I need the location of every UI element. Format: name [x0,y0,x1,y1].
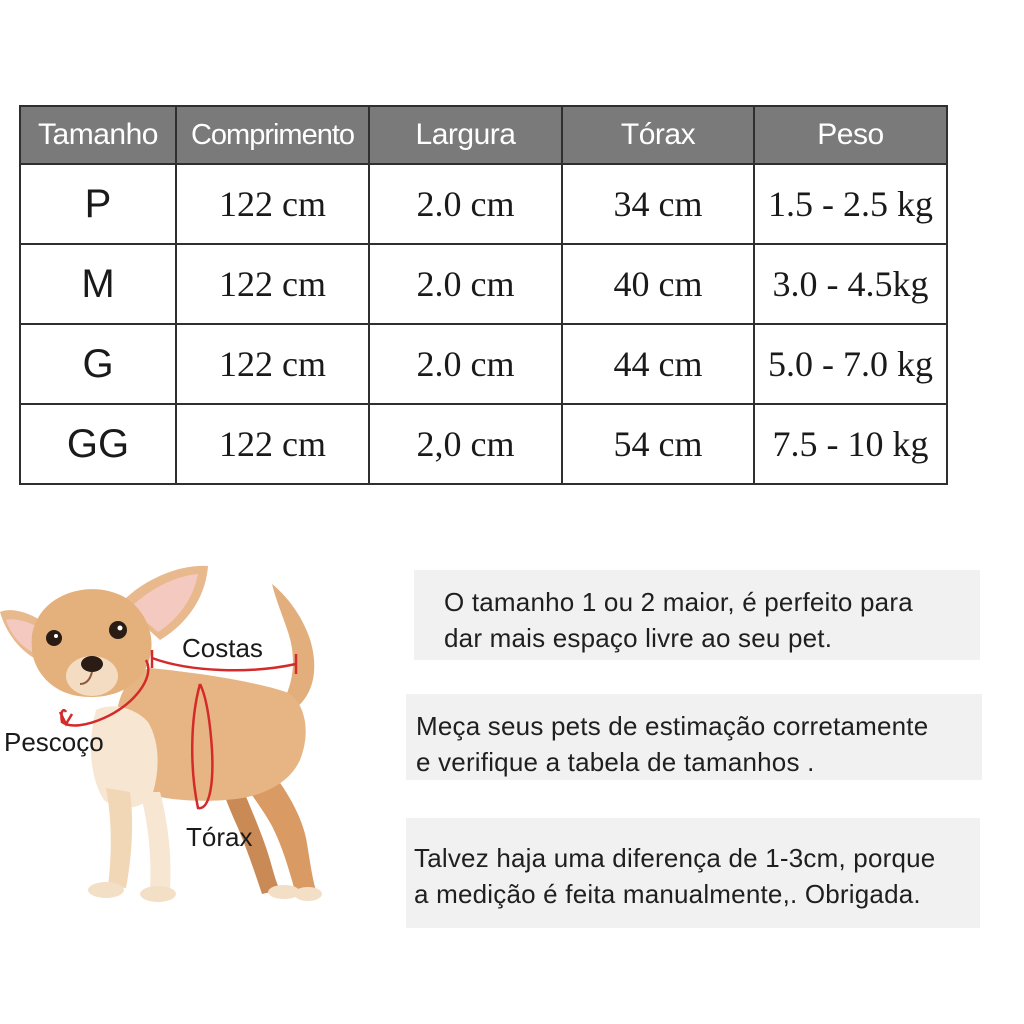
table-row [20,244,947,324]
note-measure-tip [406,694,982,780]
dog-front-leg-far [140,792,171,890]
header-comprimento: Comprimento [176,106,369,164]
cell-weight: 1.5 - 2.5 kg [754,164,947,244]
dog-paw [294,887,322,901]
cell-width: 2.0 cm [369,244,562,324]
cell-size: P [20,164,176,244]
dog-paw [140,886,176,902]
note-line: O tamanho 1 ou 2 maior, é perfeito para [444,587,913,617]
dog-front-leg [106,788,132,888]
header-largura: Largura [369,106,562,164]
header-tamanho: Tamanho [20,106,176,164]
note-size-tip [414,570,980,660]
cell-weight: 3.0 - 4.5kg [754,244,947,324]
table-row [20,324,947,404]
header-peso: Peso [754,106,947,164]
cell-chest: 34 cm [562,164,754,244]
table-header [20,106,947,164]
cell-size: G [20,324,176,404]
note-line: e verifique a tabela de tamanhos . [416,747,815,777]
dog-measurement-diagram [0,560,360,920]
back-label: Costas [182,633,263,663]
dog-eye-right [109,621,127,639]
cell-weight: 5.0 - 7.0 kg [754,324,947,404]
cell-length: 122 cm [176,244,369,324]
cell-chest: 40 cm [562,244,754,324]
note-line: a medição é feita manualmente,. Obrigada. [414,879,921,909]
cell-chest: 54 cm [562,404,754,484]
size-table [19,105,948,485]
table-body [20,164,947,484]
cell-size: M [20,244,176,324]
dog-nose [81,656,103,672]
chest-label: Tórax [186,822,253,852]
cell-length: 122 cm [176,404,369,484]
note-line: dar mais espaço livre ao seu pet. [444,623,833,653]
cell-length: 122 cm [176,164,369,244]
dog-paw [88,882,124,898]
header-torax: Tórax [562,106,754,164]
table-row [20,404,947,484]
note-difference-tip [406,818,980,928]
cell-chest: 44 cm [562,324,754,404]
table-row [20,164,947,244]
cell-length: 122 cm [176,324,369,404]
dog-tail [272,584,314,708]
cell-size: GG [20,404,176,484]
cell-weight: 7.5 - 10 kg [754,404,947,484]
note-line: Talvez haja uma diferença de 1-3cm, porque [414,843,936,873]
dog-eye-left [46,630,62,646]
cell-width: 2.0 cm [369,164,562,244]
cell-width: 2.0 cm [369,324,562,404]
note-line: Meça seus pets de estimação corretamente [416,711,929,741]
neck-label: Pescoço [4,727,104,757]
header-row [20,106,947,164]
cell-width: 2,0 cm [369,404,562,484]
